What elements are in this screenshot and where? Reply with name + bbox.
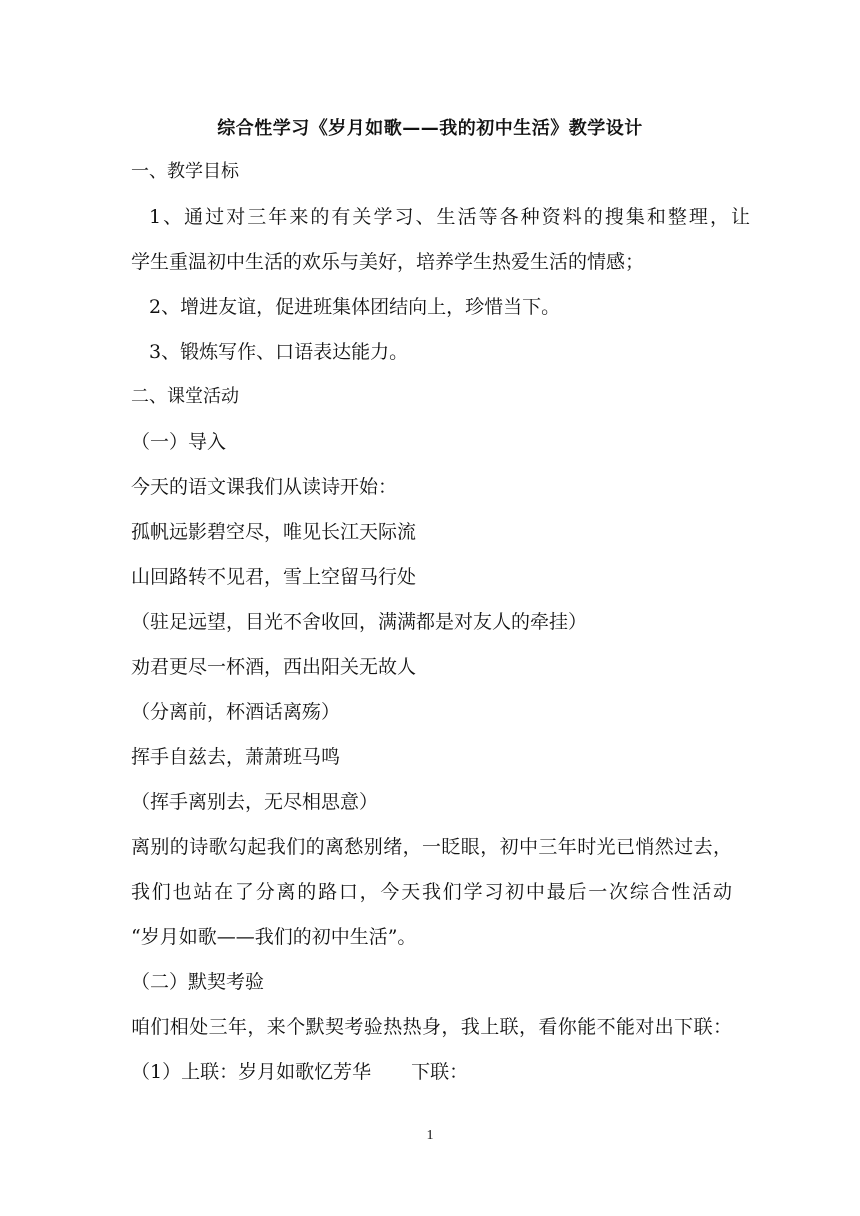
poem-note: （驻足远望，目光不舍收回，满满都是对友人的牵挂） (131, 611, 588, 633)
paragraph-line: 离别的诗歌勾起我们的离愁别绪，一眨眼，初中三年时光已悄然过去， (131, 836, 732, 858)
poem-line: 孤帆远影碧空尽，唯见长江天际流 (131, 521, 417, 543)
paragraph-line: 今天的语文课我们从读诗开始： (131, 476, 398, 498)
couplet-line (131, 1057, 732, 1102)
paragraph-line: 学生重温初中生活的欢乐与美好，培养学生热爱生活的情感； (131, 251, 645, 273)
poem-line: 挥手自兹去，萧萧班马鸣 (131, 746, 341, 768)
section-heading: 一、教学目标 (131, 161, 239, 182)
subsection-heading: （一）导入 (131, 431, 227, 453)
poem-line: 山回路转不见君，雪上空留马行处 (131, 566, 417, 588)
page-number: 1 (426, 1128, 434, 1143)
lower-couplet-label: 下联： (411, 1061, 469, 1083)
document-title: 综合性学习《岁月如歌——我的初中生活》教学设计 (217, 118, 643, 139)
section-heading: 二、课堂活动 (131, 386, 239, 407)
paragraph-line: 咱们相处三年，来个默契考验热热身，我上联，看你能不能对出下联： (131, 1016, 732, 1038)
upper-couplet: （1）上联：岁月如歌忆芳华 (131, 1061, 372, 1083)
poem-note: （挥手离别去，无尽相思意） (131, 791, 379, 813)
subsection-heading: （二）默契考验 (131, 971, 265, 993)
poem-line: 劝君更尽一杯酒，西出阳关无故人 (131, 656, 417, 678)
paragraph-line: 1、通过对三年来的有关学习、生活等各种资料的搜集和整理，让 (149, 206, 750, 228)
paragraph-line: 2、增进友谊，促进班集体团结向上，珍惜当下。 (149, 296, 561, 318)
document-body (131, 157, 750, 1102)
paragraph-line: “岁月如歌——我们的初中生活”。 (131, 926, 417, 948)
paragraph-line: 我们也站在了分离的路口，今天我们学习初中最后一次综合性活动 (131, 881, 732, 903)
poem-note: （分离前，杯酒话离殇） (131, 701, 341, 723)
paragraph-line: 3、锻炼写作、口语表达能力。 (149, 341, 409, 363)
